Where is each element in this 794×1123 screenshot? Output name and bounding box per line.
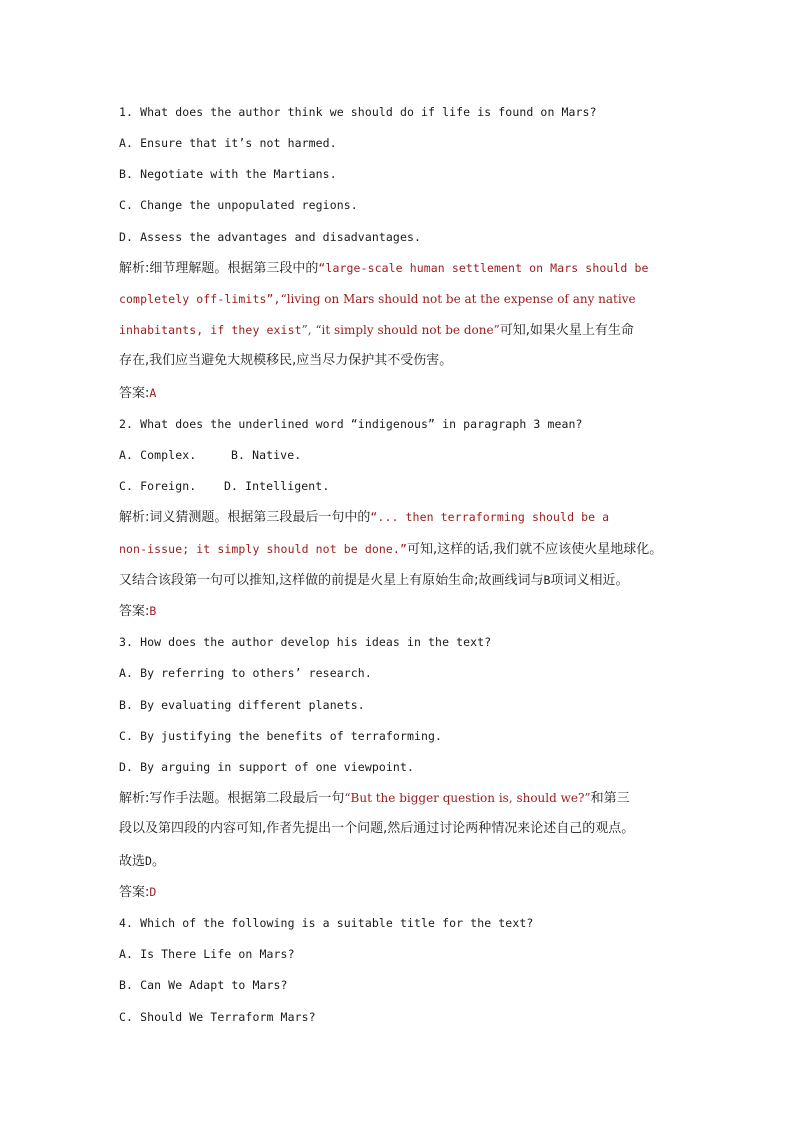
q2-answer — [119, 603, 156, 619]
q3-answer-label: 答案: — [119, 885, 150, 900]
q3-analysis-option-ref: D — [145, 854, 153, 868]
q3-option-a: A. By referring to others’ research. — [119, 666, 372, 680]
q4-option-b: B. Can We Adapt to Mars? — [119, 978, 288, 992]
q1-quote-2: “living on Mars should not be at the expense of any native — [280, 292, 636, 306]
q1-analysis-line-2 — [119, 291, 636, 307]
q3-analysis-text: 写作手法题。根据第二段最后一句 — [149, 791, 345, 806]
q3-option-c: C. By justifying the benefits of terraforming. — [119, 729, 443, 743]
q3-option-d: D. By arguing in support of one viewpoint. — [119, 760, 414, 774]
q1-analysis-label: 解析: — [119, 261, 150, 276]
q1-option-c: C. Change the unpopulated regions. — [119, 198, 358, 212]
q2-analysis-line-2 — [119, 541, 662, 557]
q3-quote-1: “But the bigger question is, should we?” — [344, 791, 591, 805]
question-4: 4. Which of the following is a suitable title for the text? — [119, 916, 534, 930]
q2-analysis-end: 项词义相近。 — [550, 573, 629, 588]
question-1: 1. What does the author think we should do if life is found on Mars? — [119, 105, 597, 119]
q2-analysis-line-1 — [119, 509, 609, 525]
q2-answer-label: 答案: — [119, 604, 150, 619]
q3-analysis-text-end: 和第三 — [590, 791, 630, 806]
q2-option-c: C. Foreign. — [119, 479, 197, 493]
q2-analysis-text: 词义猜测题。根据第三段最后一句中的 — [149, 510, 371, 525]
q1-quote-1-end: completely off-limits — [119, 292, 267, 306]
q2-analysis-label: 解析: — [119, 510, 150, 525]
q2-quote-1-end: non-issue; it simply should not be done.” — [119, 542, 407, 556]
q2-analysis-line-3 — [119, 572, 629, 588]
q2-option-d: D. Intelligent. — [224, 479, 330, 493]
q1-analysis-line-4: 存在,我们应当避免大规模移民,应当尽力保护其不受伤害。 — [119, 353, 453, 368]
q3-option-b: B. By evaluating different planets. — [119, 698, 365, 712]
q2-analysis-option-ref: B — [543, 573, 551, 587]
q3-answer-value: D — [149, 885, 157, 899]
q3-answer — [119, 884, 156, 900]
q3-analysis-choose: 故选 — [119, 854, 146, 869]
q3-analysis-line-1 — [119, 790, 630, 806]
q2-options-row-1 — [119, 447, 301, 463]
q2-analysis-reasoning: 又结合该段第一句可以推知,这样做的前提是火星上有原始生命;故画线词与 — [119, 573, 544, 588]
q2-analysis-conclusion: 可知,这样的话,我们就不应该使火星地球化。 — [406, 542, 663, 557]
q1-answer-value: A — [149, 386, 157, 400]
question-2: 2. What does the underlined word “indigenous” in paragraph 3 mean? — [119, 417, 583, 431]
q1-quote-sep: ”, — [266, 292, 281, 306]
q4-option-a: A. Is There Life on Mars? — [119, 947, 295, 961]
q2-answer-value: B — [149, 604, 157, 618]
q1-answer-label: 答案: — [119, 386, 150, 401]
q1-option-d: D. Assess the advantages and disadvantages. — [119, 230, 422, 244]
q4-option-c: C. Should We Terraform Mars? — [119, 1010, 316, 1024]
q2-option-b: B. Native. — [231, 448, 302, 462]
q2-options-row-2 — [119, 478, 329, 494]
q1-quote-2-end: inhabitants, if they exist — [119, 323, 302, 337]
q2-option-a: A. Complex. — [119, 448, 197, 462]
q1-option-b: B. Negotiate with the Martians. — [119, 167, 337, 181]
q2-quote-1: “... then terraforming should be a — [370, 510, 610, 524]
q1-analysis-line-1 — [119, 260, 649, 276]
q1-analysis-line-3 — [119, 322, 634, 338]
q3-analysis-line-3 — [119, 853, 165, 869]
q3-analysis-line-2: 段以及第四段的内容可知,作者先提出一个问题,然后通过讨论两种情况来论述自己的观点。 — [119, 821, 635, 836]
q1-analysis-text: 细节理解题。根据第三段中的 — [149, 261, 319, 276]
q1-analysis-conclusion: 可知,如果火星上有生命 — [499, 323, 634, 338]
q3-analysis-period: 。 — [152, 854, 166, 869]
q1-answer — [119, 385, 156, 401]
q1-option-a: A. Ensure that it’s not harmed. — [119, 136, 337, 150]
q1-quote-1: “large-scale human settlement on Mars should be — [318, 261, 649, 275]
q3-analysis-label: 解析: — [119, 791, 150, 806]
q1-quote-3: ”, “it simply should not be done” — [301, 323, 500, 337]
question-3: 3. How does the author develop his ideas in the text? — [119, 635, 492, 649]
